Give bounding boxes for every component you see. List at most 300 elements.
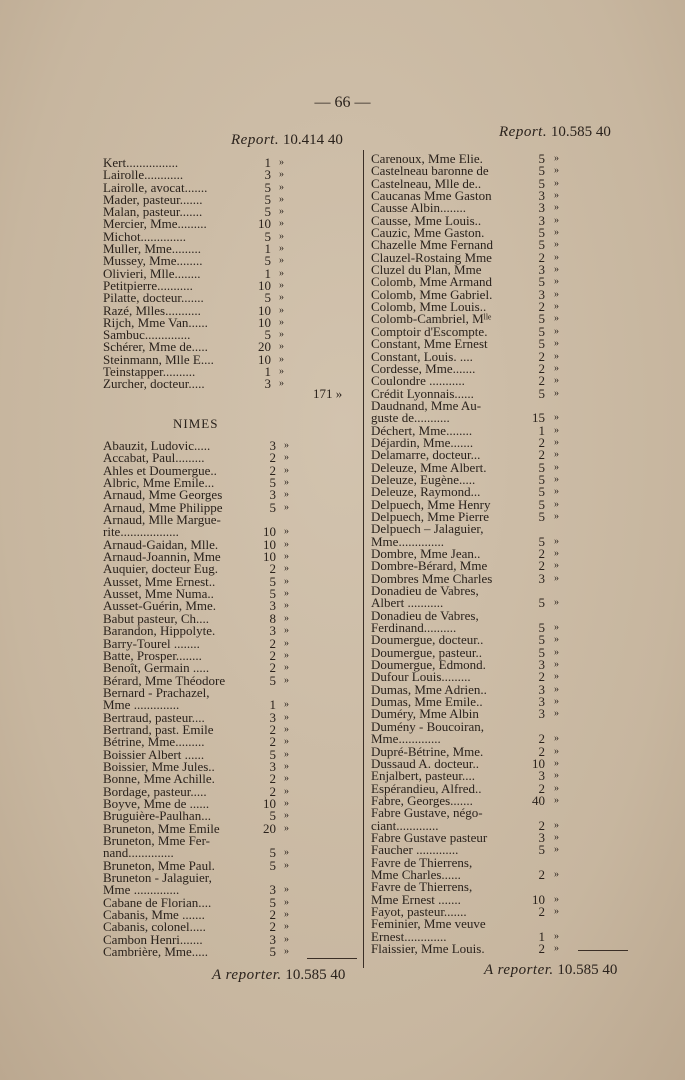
left-bottom-rule	[307, 958, 357, 959]
entry-amount: 40	[532, 792, 545, 808]
entry-name: Bétrine, Mme.........	[103, 734, 205, 750]
ditto-mark: »	[554, 622, 559, 634]
page-number: — 66 —	[314, 94, 371, 111]
entry-amount: 3	[538, 286, 545, 302]
entry-amount: 3	[269, 882, 276, 898]
entry-name: Dombre, Mme Jean..	[371, 546, 481, 561]
entry-amount: 2	[269, 647, 276, 663]
entry-amount: 3	[269, 487, 276, 503]
ditto-mark: »	[554, 708, 559, 720]
entry-amount: 5	[269, 499, 276, 515]
ditto-mark: »	[279, 230, 284, 242]
entry-name: Delpuech – Jalaguier,	[371, 521, 484, 537]
ditto-mark: »	[554, 819, 559, 831]
ditto-mark: »	[284, 575, 289, 587]
entry-name: Favre de Thierrens,	[371, 854, 473, 870]
ditto-mark: »	[279, 353, 284, 365]
entry-amount: 5	[538, 644, 545, 660]
entry-amount: 3	[538, 829, 545, 845]
entry-name: Lairolle............	[103, 167, 184, 183]
entry-name: Flaissier, Mme Louis.	[371, 941, 485, 956]
entry-name: Schérer, Mme de.....	[103, 339, 208, 355]
ditto-mark: »	[554, 251, 559, 263]
entry-name: Cabane de Florian....	[103, 894, 212, 910]
ditto-mark: »	[279, 316, 284, 328]
ditto-mark: »	[554, 770, 559, 782]
entry-amount: 5	[538, 225, 545, 241]
entry-amount: 2	[538, 373, 545, 389]
ditto-mark: »	[279, 329, 284, 341]
entry-amount: 2	[538, 731, 545, 747]
entry-amount: 5	[269, 944, 276, 960]
ditto-mark: »	[554, 313, 559, 325]
ditto-mark: »	[279, 341, 284, 353]
ditto-mark: »	[284, 797, 289, 809]
entry-amount: 2	[538, 447, 545, 463]
entry-name: Mme Ernest .......	[371, 891, 461, 907]
entry-amount: 3	[538, 188, 545, 204]
ditto-mark: »	[284, 477, 289, 489]
ditto-mark: »	[284, 711, 289, 723]
entry-amount: 10	[258, 351, 271, 367]
entry-name: Colomb, Mme Armand	[371, 274, 492, 290]
entry-name: Crédit Lyonnais......	[371, 385, 474, 401]
ditto-mark: »	[279, 157, 284, 168]
entry-name: Deleuze, Eugène.....	[371, 471, 476, 487]
entry-amount: 5	[538, 496, 545, 512]
entry-name: Donadieu de Vabres,	[371, 583, 479, 599]
entry-name: Petitpierre...........	[103, 277, 193, 293]
entry-name: Doumergue, docteur..	[371, 632, 484, 648]
ditto-mark: »	[284, 588, 289, 600]
entry-amount: 1	[264, 364, 271, 380]
ditto-mark: »	[554, 412, 559, 424]
entry-name: Razé, Mlles...........	[103, 302, 201, 318]
left-reporter-label: A reporter.	[212, 967, 282, 983]
entry-name: Mme.............	[371, 731, 441, 747]
entry-name: Arnaud, Mlle Margue-	[103, 512, 221, 528]
ditto-mark: »	[284, 440, 289, 451]
entry-amount: 2	[269, 783, 276, 799]
ditto-mark: »	[554, 424, 559, 436]
entry-amount: 5	[538, 323, 545, 339]
ditto-mark: »	[279, 193, 284, 205]
entry-amount: 5	[538, 175, 545, 191]
entry-amount: 3	[269, 709, 276, 725]
entry-name: Kert................	[103, 155, 179, 170]
entry-amount: 5	[269, 475, 276, 491]
entry-amount: 2	[538, 903, 545, 919]
entry-name: Mme ..............	[103, 882, 180, 898]
entry-name: Rijch, Mme Van......	[103, 314, 208, 330]
ditto-mark: »	[284, 674, 289, 686]
entry-amount: 3	[538, 706, 545, 722]
ditto-mark: »	[279, 279, 284, 291]
entry-amount: 10	[263, 524, 276, 540]
entry-name: Ausset, Mme Numa..	[103, 586, 214, 602]
entry-name: Muller, Mme.........	[103, 241, 202, 257]
ditto-mark: »	[554, 498, 559, 510]
ditto-mark: »	[284, 637, 289, 649]
ditto-mark: »	[554, 659, 559, 671]
entry-name: Auquier, docteur Eug.	[103, 561, 219, 577]
entry-amount: 5	[264, 228, 271, 244]
ditto-mark: »	[284, 625, 289, 637]
entry-name: Fabre Gustave, négo-	[371, 805, 483, 821]
entry-name: Déchert, Mme........	[371, 422, 473, 438]
entry-amount: 5	[269, 857, 276, 873]
entry-name: Colomb, Mme Louis..	[371, 299, 487, 315]
entry-name: rite..................	[103, 524, 179, 540]
entry-amount: 2	[538, 434, 545, 450]
entry-name: ciant.............	[371, 817, 439, 833]
ditto-mark: »	[554, 634, 559, 646]
entry-name: Benoît, Germain .....	[103, 660, 210, 676]
entry-name: Cauzic, Mme Gaston.	[371, 225, 485, 241]
entry-amount: 10	[263, 795, 276, 811]
entry-name: Espérandieu, Alfred..	[371, 780, 482, 796]
entry-name: Favre de Thierrens,	[371, 879, 473, 895]
entry-name: Bordage, pasteur.....	[103, 783, 207, 799]
entry-name: Faucher .............	[371, 842, 459, 858]
entry-name: Dumas, Mme Adrien..	[371, 681, 487, 697]
entry-name: Cabanis, Mme .......	[103, 907, 205, 923]
entry-name: Dumény - Boucoiran,	[371, 718, 485, 734]
entry-amount: 10	[263, 549, 276, 565]
ditto-mark: »	[284, 810, 289, 822]
entry-name: Boissier Albert ......	[103, 746, 205, 762]
ditto-mark: »	[554, 449, 559, 461]
ditto-mark: »	[284, 785, 289, 797]
entry-name: Causse, Mme Louis..	[371, 212, 482, 228]
ditto-mark: »	[279, 304, 284, 316]
ditto-mark: »	[554, 683, 559, 695]
entry-name: Arnaud, Mme Philippe	[103, 499, 223, 515]
ditto-mark: »	[279, 243, 284, 255]
entry-amount: 2	[538, 546, 545, 561]
section-heading-nimes: NIMES	[173, 416, 219, 431]
entry-name: Cambon Henri.......	[103, 931, 203, 947]
ditto-mark: »	[554, 794, 559, 806]
entry-amount: 5	[538, 484, 545, 500]
entry-amount: 2	[538, 348, 545, 364]
entry-amount: 1	[538, 422, 545, 438]
entry-name: Sambuc..............	[103, 327, 191, 343]
entry-amount: 5	[538, 632, 545, 648]
ditto-mark: »	[284, 600, 289, 612]
entry-name: Constant, Mme Ernest	[371, 336, 488, 352]
ditto-mark: »	[554, 473, 559, 485]
entry-name: Doumergue, pasteur..	[371, 644, 482, 660]
entry-amount: 8	[269, 610, 276, 626]
entry-amount: 5	[538, 274, 545, 290]
entry-name: Lairolle, avocat.......	[103, 179, 208, 195]
ditto-mark: »	[554, 177, 559, 189]
ditto-mark: »	[284, 921, 289, 933]
entry-amount: 2	[538, 743, 545, 759]
left-subtotal: 171 »	[313, 386, 343, 401]
ditto-mark: »	[554, 745, 559, 757]
ditto-mark: »	[554, 153, 559, 164]
entry-name: Ausset, Mme Ernest..	[103, 573, 216, 589]
entry-amount: 3	[264, 376, 271, 392]
ditto-mark: »	[279, 267, 284, 279]
entry-amount: 3	[538, 681, 545, 697]
entry-name: nand..............	[103, 845, 174, 861]
entry-amount: 2	[269, 635, 276, 651]
ditto-mark: »	[284, 452, 289, 464]
entry-amount: 5	[269, 573, 276, 589]
entry-amount: 5	[264, 179, 271, 195]
entry-amount: 3	[264, 167, 271, 183]
entry-amount: 5	[538, 163, 545, 179]
ditto-mark: »	[554, 548, 559, 559]
entry-amount: 3	[269, 623, 276, 639]
entry-name: Malan, pasteur.......	[103, 204, 203, 220]
ditto-mark: »	[284, 551, 289, 563]
entry-amount: 3	[269, 758, 276, 774]
entry-amount: 2	[269, 907, 276, 923]
entry-amount: 10	[532, 755, 545, 771]
entry-amount: 5	[269, 746, 276, 762]
entry-name: Mme..............	[371, 533, 444, 549]
ditto-mark: »	[279, 181, 284, 193]
entry-name: Carenoux, Mme Elie.	[371, 151, 483, 166]
left-report-label: Report.	[231, 132, 280, 148]
ditto-mark: »	[284, 946, 289, 958]
entry-amount: 5	[269, 894, 276, 910]
ditto-mark: »	[284, 489, 289, 501]
entry-name: Fabre Gustave pasteur	[371, 829, 488, 845]
entry-name: Duméry, Mme Albin	[371, 706, 479, 722]
entry-amount: 1	[269, 697, 276, 713]
entry-name: Dupré-Bétrine, Mme.	[371, 743, 484, 759]
entry-amount: 2	[538, 817, 545, 833]
ditto-mark: »	[279, 366, 284, 378]
entry-amount: 3	[269, 438, 276, 453]
ditto-mark: »	[279, 255, 284, 267]
entry-name: Chazelle Mme Fernand	[371, 237, 494, 253]
right-reporter-label: A reporter.	[484, 962, 554, 978]
entry-name: Dombres Mme Charles	[371, 570, 493, 586]
entry-amount: 3	[269, 598, 276, 614]
ditto-mark: »	[284, 773, 289, 785]
entry-amount: 5	[538, 533, 545, 549]
ditto-mark: »	[554, 757, 559, 769]
ditto-mark: »	[284, 538, 289, 550]
entry-amount: 2	[538, 249, 545, 265]
ditto-mark: »	[279, 206, 284, 218]
entry-name: Abauzit, Ludovic.....	[103, 438, 211, 453]
ditto-mark: »	[284, 859, 289, 871]
entry-name: Bonne, Mme Achille.	[103, 771, 215, 787]
entry-name: Mme ..............	[103, 697, 180, 713]
ditto-mark: »	[554, 239, 559, 251]
ditto-mark: »	[554, 831, 559, 843]
entry-amount: 5	[538, 595, 545, 611]
entry-name: Zurcher, docteur.....	[103, 376, 205, 392]
entry-amount: 2	[269, 660, 276, 676]
entry-amount: 20	[263, 820, 276, 836]
ditto-mark: »	[284, 699, 289, 711]
entry-amount: 5	[538, 471, 545, 487]
ditto-mark: »	[284, 649, 289, 661]
ditto-mark: »	[279, 218, 284, 230]
entry-amount: 20	[258, 339, 271, 355]
entry-amount: 3	[538, 570, 545, 586]
entry-amount: 2	[538, 299, 545, 315]
entry-name: Cordesse, Mme.......	[371, 360, 476, 376]
entry-name: Barry-Tourel ........	[103, 635, 200, 651]
entry-amount: 1	[264, 265, 271, 281]
ditto-mark: »	[554, 165, 559, 177]
left-report-value: 10.414 40	[282, 132, 343, 148]
entry-amount: 3	[538, 657, 545, 673]
entry-name: Barandon, Hippolyte.	[103, 623, 216, 639]
entry-name: Babut pasteur, Ch....	[103, 610, 209, 626]
ditto-mark: »	[284, 748, 289, 760]
entry-name: Pilatte, docteur.......	[103, 290, 204, 306]
ditto-mark: »	[554, 572, 559, 584]
ditto-mark: »	[554, 696, 559, 708]
entry-amount: 1	[264, 155, 271, 170]
ditto-mark: »	[554, 387, 559, 399]
entry-name: Causse Albin........	[371, 200, 466, 216]
entry-name: Fabre, Georges.......	[371, 792, 473, 808]
entry-name: Mussey, Mme........	[103, 253, 203, 269]
entry-amount: 15	[532, 410, 545, 426]
entry-name: Ausset-Guérin, Mme.	[103, 598, 217, 614]
entry-name: Ernest.............	[371, 928, 447, 944]
entry-name: Mader, pasteur.......	[103, 191, 203, 207]
ditto-mark: »	[279, 169, 284, 181]
entry-amount: 5	[538, 620, 545, 636]
entry-name: Constant, Louis. ....	[371, 348, 473, 364]
entry-name: Accabat, Paul.........	[103, 450, 205, 466]
entry-name: Colomb-Cambriel, Mˡˡᵉ	[371, 311, 492, 327]
ditto-mark: »	[284, 909, 289, 921]
ditto-mark: »	[554, 375, 559, 387]
entry-amount: 2	[269, 462, 276, 478]
entry-name: Ahles et Doumergue..	[103, 462, 217, 478]
entry-amount: 2	[269, 734, 276, 750]
entry-amount: 10	[258, 216, 271, 232]
right-report-value: 10.585 40	[550, 124, 611, 140]
entry-amount: 5	[538, 336, 545, 352]
entry-name: Bérard, Mme Théodore	[103, 672, 226, 688]
ditto-mark: »	[554, 733, 559, 745]
entry-amount: 2	[538, 780, 545, 796]
entry-amount: 2	[269, 721, 276, 737]
entry-amount: 5	[264, 253, 271, 269]
entry-amount: 2	[538, 669, 545, 685]
entry-name: Bruneton, Mme Fer-	[103, 833, 210, 848]
entry-amount: 3	[538, 768, 545, 784]
entry-name: Boissier, Mme Jules..	[103, 758, 215, 774]
ditto-mark: »	[284, 760, 289, 772]
ditto-mark: »	[284, 563, 289, 575]
entry-name: Deleuze, Mme Albert.	[371, 459, 487, 475]
ditto-mark: »	[554, 436, 559, 448]
left-report-header	[231, 132, 343, 149]
entry-name: guste de...........	[371, 410, 450, 426]
entry-name: Enjalbert, pasteur....	[371, 768, 475, 784]
entry-amount: 5	[538, 237, 545, 253]
left-reporter-value: 10.585 40	[285, 967, 346, 983]
entry-name: Teinstapper..........	[103, 364, 196, 380]
entry-amount: 5	[538, 151, 545, 166]
ditto-mark: »	[554, 510, 559, 522]
column-divider	[363, 150, 364, 968]
ditto-mark: »	[554, 288, 559, 300]
entry-amount: 1	[538, 928, 545, 944]
entry-amount: 2	[269, 771, 276, 787]
entry-name: Arnaud, Mme Georges	[103, 487, 223, 503]
entry-amount: 10	[258, 314, 271, 330]
ditto-mark: »	[554, 276, 559, 288]
entry-amount: 2	[538, 866, 545, 882]
entry-name: Ferdinand..........	[371, 620, 457, 636]
right-reporter-footer	[484, 962, 617, 979]
ditto-mark: »	[554, 227, 559, 239]
ditto-mark: »	[284, 822, 289, 834]
entry-name: Arnaud-Gaidan, Mlle.	[103, 536, 219, 552]
entry-name: Colomb, Mme Gabriel.	[371, 286, 493, 302]
ditto-mark: »	[554, 214, 559, 226]
entry-name: Dufour Louis.........	[371, 669, 471, 685]
entry-name: Deleuze, Raymond...	[371, 484, 481, 500]
ditto-mark: »	[554, 362, 559, 374]
right-bottom-rule	[578, 950, 628, 951]
ditto-mark: »	[284, 662, 289, 674]
entry-name: Delamarre, docteur...	[371, 447, 481, 463]
entry-name: Batte, Prosper........	[103, 647, 202, 663]
entry-name: Mercier, Mme.........	[103, 216, 207, 232]
entry-name: Clauzel-Rostaing Mme	[371, 249, 492, 265]
entry-amount: 2	[269, 450, 276, 466]
ditto-mark: »	[554, 301, 559, 313]
left-reporter-footer	[212, 967, 345, 984]
entry-amount: 3	[538, 212, 545, 228]
ditto-mark: »	[279, 378, 284, 390]
entry-name: Dombre-Bérard, Mme	[371, 558, 488, 574]
entry-name: Castelneau, Mlle de..	[371, 175, 482, 191]
entry-name: Donadieu de Vabres,	[371, 607, 479, 623]
entry-name: Daudnand, Mme Au-	[371, 397, 482, 413]
right-report-header	[499, 124, 611, 141]
entry-name: Delpuech, Mme Pierre	[371, 508, 490, 524]
entry-name: Albric, Mme Emile...	[103, 475, 215, 491]
ditto-mark: »	[284, 884, 289, 896]
entry-amount: 10	[532, 891, 545, 907]
entry-amount: 3	[538, 694, 545, 710]
ditto-mark: »	[284, 896, 289, 908]
entry-name: Bernard - Prachazel,	[103, 684, 210, 700]
ditto-mark: »	[284, 501, 289, 513]
entry-amount: 10	[258, 277, 271, 293]
ditto-mark: »	[554, 671, 559, 683]
entry-amount: 10	[263, 536, 276, 552]
ditto-mark: »	[554, 486, 559, 498]
entry-amount: 2	[269, 561, 276, 577]
entry-name: Doumergue, Edmond.	[371, 657, 486, 673]
entry-amount: 3	[538, 200, 545, 216]
entry-name: Mme Charles......	[371, 866, 461, 882]
ditto-mark: »	[554, 597, 559, 609]
entry-amount: 5	[264, 327, 271, 343]
entry-name: Bruneton, Mme Emile	[103, 820, 220, 836]
entry-name: Coulondre ...........	[371, 373, 465, 389]
